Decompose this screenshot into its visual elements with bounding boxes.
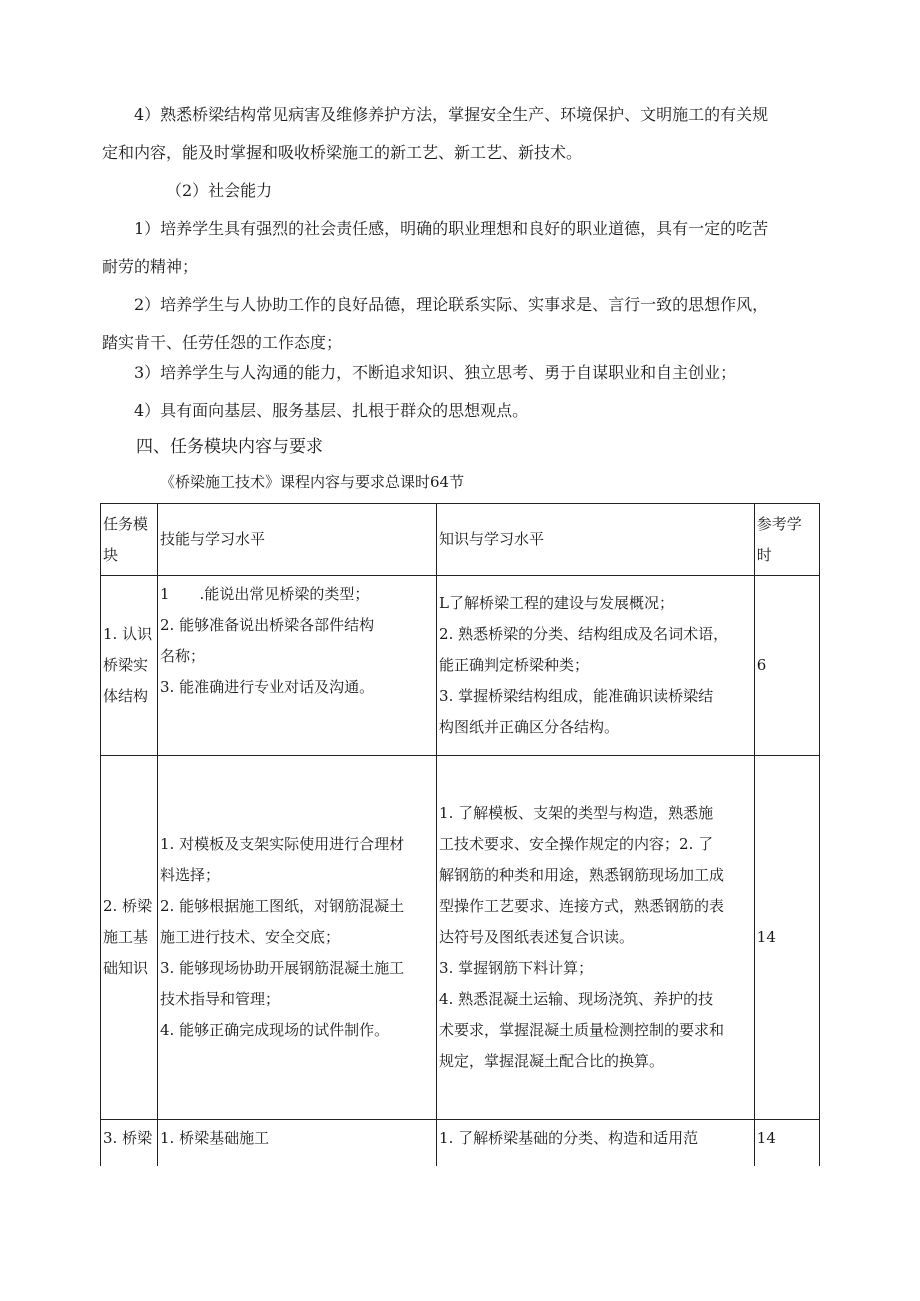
row2-hours: 14 bbox=[754, 756, 819, 1120]
header-skill: 技能与学习水平 bbox=[158, 504, 437, 576]
paragraph-social-1: 1）培养学生具有强烈的社会责任感，明确的职业理想和良好的职业道德，具有一定的吃苦 耐劳的精神； bbox=[102, 219, 769, 276]
header-module: 任务模 块 bbox=[101, 504, 158, 576]
row1-knowledge: L了解桥梁工程的建设与发展概况； 2. 熟悉桥梁的分类、结构组成及名词术语， 能正确判定桥梁种类； 3. 掌握桥梁结构组成，能准确识读桥梁结 构图纸并正确区分各结构。 bbox=[437, 576, 755, 756]
table-header-row bbox=[101, 504, 820, 576]
paragraph-social-2: 2）培养学生与人协助工作的良好品德，理论联系实际、实事求是、言行一致的思想作风， 踏实肯干、任劳任怨的工作态度； bbox=[102, 295, 769, 352]
row2-module: 2. 桥梁 施工基 础知识 bbox=[101, 756, 158, 1120]
row1-skills: 1 .能说出常见桥梁的类型； 2. 能够准备说出桥梁各部件结构 名称； 3. 能准确进行专业对话及沟通。 bbox=[158, 576, 437, 756]
row2-skills: 1. 对模板及支架实际使用进行合理材 料选择； 2. 能够根据施工图纸，对钢筋混凝土 施工进行技术、安全交底； 3. 能够现场协助开展钢筋混凝土施工 技术指导和管理； 4. 能够正确完成现场的试件制作。 bbox=[158, 756, 437, 1120]
course-content-table bbox=[100, 503, 820, 1166]
row2-knowledge: 1. 了解模板、支架的类型与构造，熟悉施 工技术要求、安全操作规定的内容；2. 了 解钢筋的种类和用途，熟悉钢筋现场加工成 型操作工艺要求、连接方式，熟悉钢筋的表 达符号及图纸表述复合识读。 3. 掌握钢筋下料计算； 4. 熟悉混凝土运输、现场浇筑、养护的技 术要求，掌握混凝土质量检测控制的要求和 规定，掌握混凝土配合比的换算。 bbox=[437, 756, 755, 1120]
table-row bbox=[101, 756, 820, 1120]
header-knowledge: 知识与学习水平 bbox=[437, 504, 755, 576]
row1-hours: 6 bbox=[754, 576, 819, 756]
social-ability-title: （2）社会能力 bbox=[166, 181, 273, 200]
paragraph-maintenance: 4）熟悉桥梁结构常见病害及维修养护方法，掌握安全生产、环境保护、文明施工的有关规 定和内容，能及时掌握和吸收桥梁施工的新工艺、新工艺、新技术。 bbox=[102, 105, 769, 162]
row1-module: 1. 认识 桥梁实 体结构 bbox=[101, 576, 158, 756]
table-caption: 《桥梁施工技术》课程内容与要求总课时64节 bbox=[160, 473, 465, 491]
row3-knowledge: 1. 了解桥梁基础的分类、构造和适用范 bbox=[437, 1120, 755, 1167]
row3-module: 3. 桥梁 bbox=[101, 1120, 158, 1167]
section-heading: 四、任务模块内容与要求 bbox=[136, 437, 323, 457]
table-row bbox=[101, 1120, 820, 1167]
paragraph-social-3: 3）培养学生与人沟通的能力，不断追求知识、独立思考、勇于自谋职业和自主创业； bbox=[134, 363, 737, 382]
paragraph-social-4: 4）具有面向基层、服务基层、扎根于群众的思想观点。 bbox=[134, 401, 529, 420]
header-hours: 参考学 时 bbox=[754, 504, 819, 576]
row3-hours: 14 bbox=[754, 1120, 819, 1167]
table-row bbox=[101, 576, 820, 756]
row3-skills: 1. 桥梁基础施工 bbox=[158, 1120, 437, 1167]
